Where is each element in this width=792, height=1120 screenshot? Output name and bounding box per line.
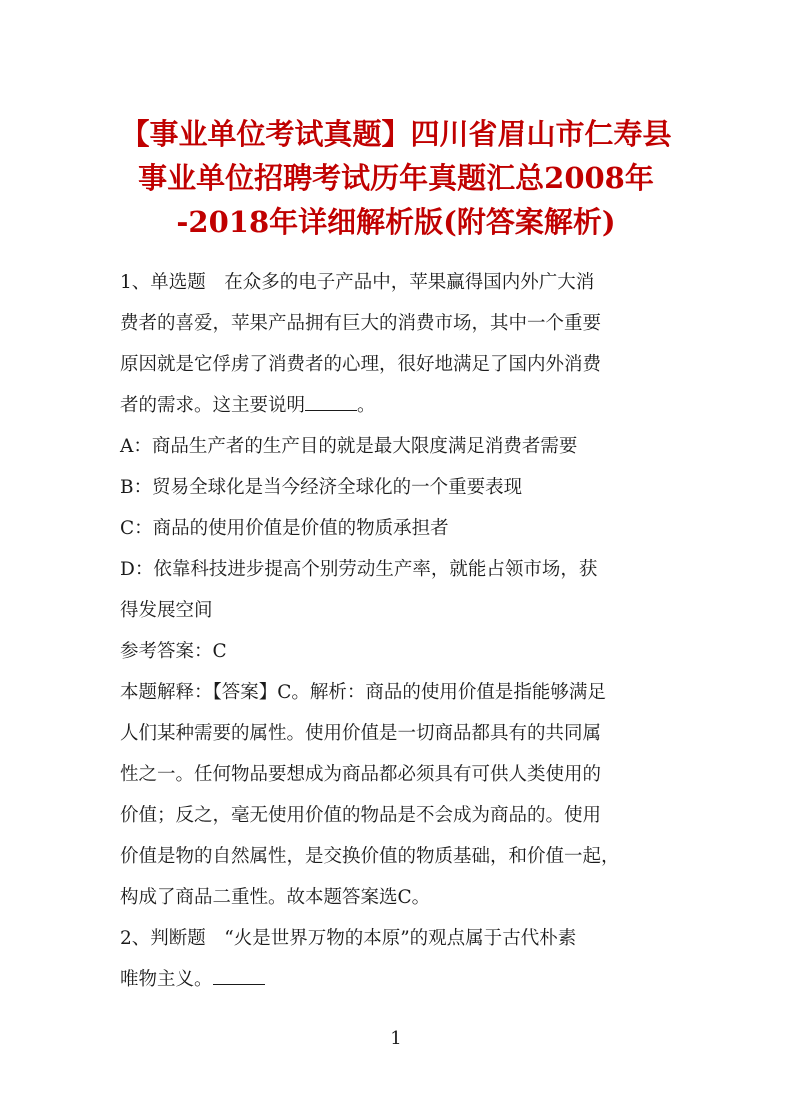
document-title [110, 112, 682, 244]
page-number: 1 [390, 1028, 402, 1049]
question-2-stem-text: 唯物主义。 [120, 969, 213, 990]
answer-blank [305, 392, 357, 411]
title-line-1: 【事业单位考试真题】四川省眉山市仁寿县 [120, 117, 672, 151]
explanation-line-3: 性之一。任何物品要想成为商品都必须具有可供人类使用的 [120, 764, 602, 785]
option-c: C：商品的使用价值是价值的物质承担者 [120, 518, 449, 539]
question-1 [120, 262, 672, 918]
explanation-line-6: 构成了商品二重性。故本题答案选C。 [120, 887, 431, 908]
option-b: B：贸易全球化是当今经济全球化的一个重要表现 [120, 477, 523, 498]
question-2-stem-line-2 [120, 959, 672, 1000]
option-a: A：商品生产者的生产目的就是最大限度满足消费者需要 [120, 436, 578, 457]
explanation-line-2: 人们某种需要的属性。使用价值是一切商品都具有的共同属 [120, 723, 602, 744]
reference-answer: 参考答案：C [120, 641, 227, 662]
question-2 [120, 918, 672, 1000]
explanation-line-1: 本题解释：【答案】C。解析：商品的使用价值是指能够满足 [120, 682, 606, 703]
option-d-line-2: 得发展空间 [120, 600, 213, 621]
question-1-stem-line-3: 原因就是它俘虏了消费者的心理，很好地满足了国内外消费 [120, 354, 602, 375]
question-1-stem-text: 者的需求。这主要说明 [120, 395, 306, 416]
option-d-line-1: D：依靠科技进步提高个别劳动生产率，就能占领市场，获 [120, 559, 598, 580]
question-1-stem-line-1: 1、单选题 在众多的电子产品中，苹果赢得国内外广大消 [120, 272, 595, 293]
question-1-stem-line-2: 费者的喜爱，苹果产品拥有巨大的消费市场，其中一个重要 [120, 313, 602, 334]
answer-blank [213, 966, 265, 985]
title-line-3: -2018年详细解析版(附答案解析) [176, 205, 616, 239]
document-body [120, 262, 672, 1000]
question-2-stem-line-1: 2、判断题 “火是世界万物的本原”的观点属于古代朴素 [120, 928, 577, 949]
question-1-stem-line-4 [120, 385, 672, 426]
question-1-stem-end: 。 [357, 395, 376, 416]
title-line-2: 事业单位招聘考试历年真题汇总2008年 [138, 161, 654, 195]
explanation-line-4: 价值；反之，毫无使用价值的物品是不会成为商品的。使用 [120, 805, 602, 826]
explanation-line-5: 价值是物的自然属性，是交换价值的物质基础，和价值一起， [120, 846, 620, 867]
